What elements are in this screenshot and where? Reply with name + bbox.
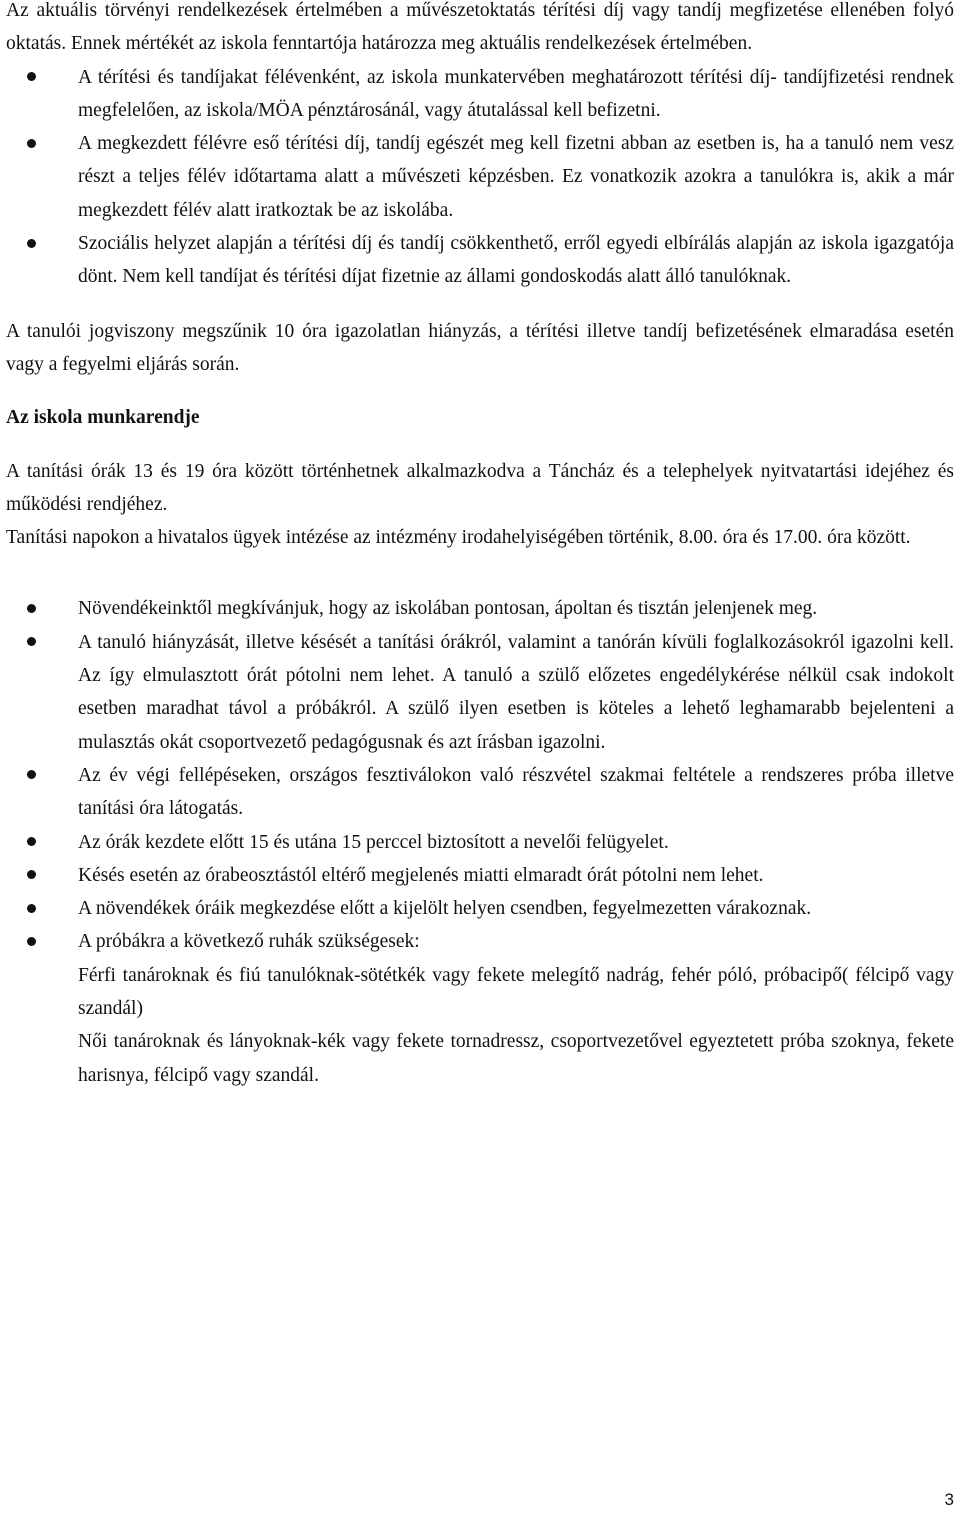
clothing-women: Női tanároknak és lányoknak-kék vagy fekete tornadressz, csoportvezetővel egyeztetett próba szoknya, fekete harisnya, félcipő vagy szandál. [78,1031,954,1086]
list-item: Az év végi fellépéseken, országos fesztiválokon való részvétel szakmai feltétele a rendszeres próba illetve tanítási óra látogatás. [6,759,954,826]
list-item: Szociális helyzet alapján a térítési díj és tandíj csökkenthető, erről egyedi elbírálás alapján az iskola igazgatója dönt. Nem kell tandíjat és térítési díjat fizetnie az állami gondoskodás alatt álló tanulóknak. [6,227,954,294]
bullet-icon [27,637,36,646]
list-item: A növendékek óráik megkezdése előtt a kijelölt helyen csendben, fegyelmezetten várakoznak. [6,892,954,925]
list-item: Növendékeinktől megkívánjuk, hogy az iskolában pontosan, ápoltan és tisztán jelenjenek meg. [6,592,954,625]
bullet-icon [27,139,36,148]
rules-list [6,592,954,1091]
list-item: A tanuló hiányzását, illetve késését a tanítási órákról, valamint a tanórán kívüli foglalkozásokról igazolni kell. Az így elmulasztott órát pótolni nem lehet. A tanuló a szülő előzetes engedélykérése nélkül csak indokolt esetben maradhat távol a próbákról. A szülő ilyen esetben is köteles a lehető leghamarabb bejelenteni a mulasztás okát csoportvezető pedagógusnak és azt írásban igazolni. [6,626,954,759]
fee-list [6,61,954,294]
bullet-icon [27,904,36,913]
office-hours-paragraph: Tanítási napokon a hivatalos ügyek intézése az intézmény irodahelyiségében történik, 8.00. óra és 17.00. óra között. [6,527,911,549]
intro-paragraph: Az aktuális törvényi rendelkezések értelmében a művészetoktatás térítési díj vagy tandíj megfizetése ellenében folyó oktatás. Ennek mértékét az iskola fenntartója határozza meg aktuális rendelkezések értelmében. [6,0,954,55]
bullet-icon [27,837,36,846]
page-number: 3 [944,1490,954,1509]
bullet-icon [27,937,36,946]
clothing-men: Férfi tanároknak és fiú tanulóknak-sötétkék vagy fekete melegítő nadrág, fehér póló, próbacipő( félcipő vagy szandál) [78,964,954,1020]
list-item: Az órák kezdete előtt 15 és utána 15 perccel biztosított a nevelői felügyelet. [6,826,954,859]
section-heading: Az iskola munkarendje [6,407,200,429]
bullet-icon [27,770,36,779]
list-item: A megkezdett félévre eső térítési díj, tandíj egészét meg kell fizetni abban az esetben is, ha a tanuló nem vesz részt a teljes félév időtartama alatt a művészeti képzésben. Ez vonatkozik azokra a tanulókra is, akik a már megkezdett félév alatt iratkoztak be az iskolába. [6,127,954,227]
list-item: Késés esetén az órabeosztástól eltérő megjelenés miatti elmaradt órát pótolni nem lehet. [6,859,954,892]
bullet-icon [27,239,36,248]
list-item: A térítési és tandíjakat félévenként, az iskola munkatervében meghatározott térítési díj- tandíjfizetési rendnek megfelelően, az iskola/MÖA pénztárosánál, vagy átutalással kell befizetni. [6,61,954,128]
bullet-icon [27,72,36,81]
list-item [6,925,954,1091]
document-page [6,0,954,1092]
bullet-icon [27,870,36,879]
clothing-intro: A próbákra a következő ruhák szükségesek: [78,931,420,953]
schedule-paragraph: A tanítási órák 13 és 19 óra között történhetnek alkalmazkodva a Táncház és a telephelyek nyitvatartási idejéhez és működési rendjéhez. [6,460,954,515]
termination-paragraph: A tanulói jogviszony megszűnik 10 óra igazolatlan hiányzás, a térítési illetve tandíj befizetésének elmaradása esetén vagy a fegyelmi eljárás során. [6,320,954,375]
bullet-icon [27,604,36,613]
